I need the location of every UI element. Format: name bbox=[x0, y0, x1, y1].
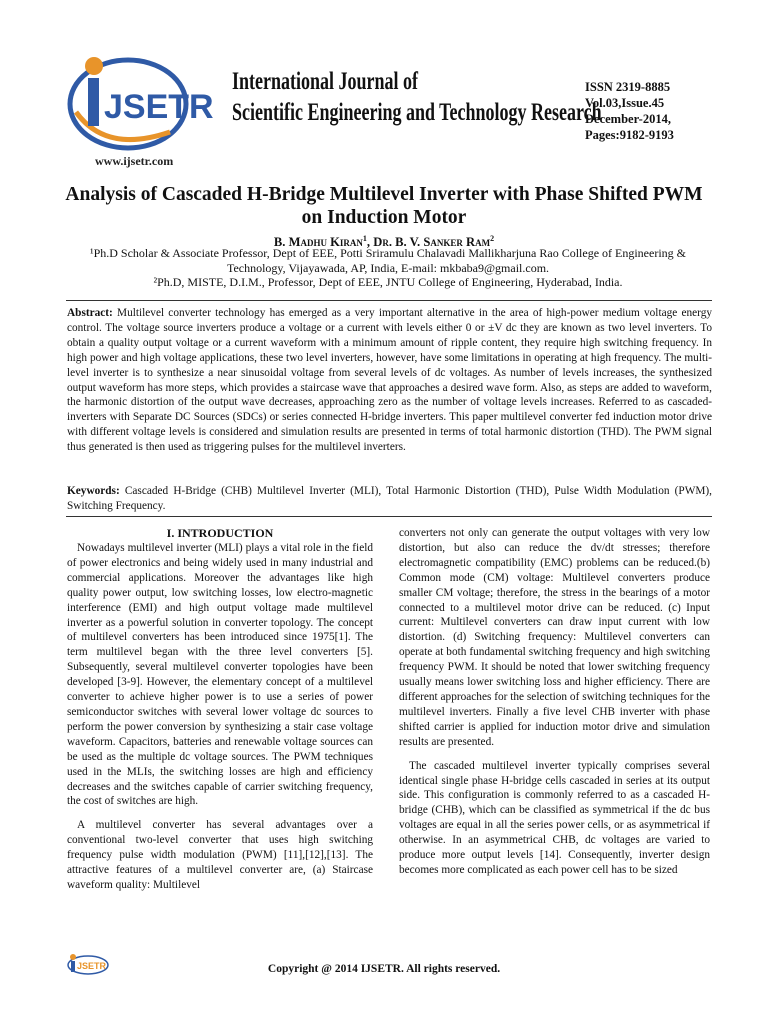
journal-header bbox=[66, 52, 706, 172]
abstract: Abstract: Multilevel converter technology has emerged as a very important alternative in the area of high-power medium voltage energy control. The voltage source inverters produce a voltage or a current with levels either 0 or ±V dc they are known as two level inverters. To obtain a quality output voltage or a current waveform with a minimum amount of ripple content, they require high switching frequency. In high power and high voltage applications, these two level inverters, however, have some limitations in operating at high frequency. The multi-level inverter is to synthesize a near sinusoidal voltage from several levels of dc voltages. As number of levels increases, the synthesized output waveform has more steps, which provides a staircase wave that approaches a desired wave form. Also, as steps are added to waveform, the harmonic distortion of the output wave decreases, approaching zero as the number of voltage levels increases. Referred to as cascaded-inverters with Separate DC Sources (SDCs) or series connected H-bridge inverters. This paper multilevel converter fed induction motor drive with different voltage levels is considered and simulation results are presented in terms of total harmonic distortion (THD). The PWM signal thus generated is then used as triggering pulses for the multilevel inverters. bbox=[67, 307, 712, 454]
divider-top bbox=[66, 300, 712, 301]
left-column bbox=[67, 526, 373, 902]
paragraph: converters not only can generate the output voltages with very low distortion, but also can reduce the dv/dt stresses; therefore electromagnetic compatibility (EMC) problems can be reduced.(b) Common mode (CM) voltage: Multilevel converters produce smaller CM voltage; therefore, the stress in the bearings of a motor connected to a multilevel motor drive can be reduced. (c) Input current: Multilevel converters can draw input current with low distortion. (d) Switching frequency: Multilevel converters can operate at both fundamental switching frequency and high switching frequency PWM. It should be noted that lower switching frequency usually means lower switching loss and higher efficiency. There are different approaches for the selection of switching techniques for the multilevel inverters. Finally a five level CHB inverter with phase shifted carrier is applied for induction motor drive and simulation results are presented. bbox=[399, 527, 710, 748]
journal-website: www.ijsetr.com bbox=[95, 154, 174, 168]
svg-text:JSETR: JSETR bbox=[104, 88, 214, 126]
paragraph: The cascaded multilevel inverter typically comprises several identical single phase H-bridge cells cascaded in series at its output side. This configuration is commonly referred to as a cascaded H-bridge (CHB), which can be classified as symmetrical if the dc bus voltages are equal in all the series power cells, or as asymmetrical if otherwise. In an asymmetrical CHB, dc voltages are varied to produce more output levels [14]. Consequently, inverter design becomes more complicated as each power cell has to be sized bbox=[399, 759, 710, 876]
affiliation-1: ¹Ph.D Scholar & Associate Professor, Dept of EEE, Potti Sriramulu Chalavadi Mallikharjuna Rao College of Engineering & Technology, Vijayawada, AP, India, E-mail: mkbaba9@gmail.com. bbox=[89, 246, 686, 275]
authors: B. Madhu Kiran$^1$, Dr. B. V. Sanker Ram$^2$ bbox=[273, 234, 495, 250]
issue-info bbox=[585, 79, 674, 143]
keywords: Keywords: Cascaded H-Bridge (CHB) Multilevel Inverter (MLI), Total Harmonic Distortion (THD), Pulse Width Modulation (PWM), Switching Frequency. bbox=[67, 485, 712, 512]
paragraph: Nowadays multilevel inverter (MLI) plays a vital role in the field of power electronics and being widely used in many industrial and commercial applications. Moreover the advantages like high quality power output, low switching losses, low electro-magnetic interference (EMI) and high output voltage made multilevel inverter as a powerful solution in converter topology. The concept of multilevel converters has been introduced since 1975[1]. The term multilevel began with the three level converters [5]. Subsequently, several multilevel converter topologies have been developed [3-9]. However, the elementary concept of a multilevel converter to achieve higher power is to use a series of power semiconductor switches with several lower voltage dc sources to perform the power conversion by synthesizing a stair case voltage waveform. Capacitors, batteries and renewable voltage sources can be used as the multiple dc voltage sources. The PWM techniques used in the MLIs, the switching losses are high and efficiency decreases and the switches capable of carrier switching frequency, the cost of switches are high. bbox=[67, 542, 373, 808]
page-range: Pages:9182-9193 bbox=[585, 128, 674, 142]
right-column bbox=[399, 526, 710, 887]
affiliation-2: ²Ph.D, MISTE, D.I.M., Professor, Dept of EEE, JNTU College of Engineering, Hyderabad, India. bbox=[153, 275, 623, 290]
issue-date: December-2014, bbox=[585, 112, 671, 126]
svg-text:JSETR: JSETR bbox=[77, 961, 107, 971]
journal-name: International Journal of Scientific Engineering and Technology Research bbox=[232, 68, 602, 126]
copyright: Copyright @ 2014 IJSETR. All rights reserved. bbox=[267, 963, 501, 975]
paper-title: Analysis of Cascaded H-Bridge Multilevel Inverter with Phase Shifted PWM on Induction Motor bbox=[65, 184, 703, 228]
volume: Vol.03,Issue.45 bbox=[585, 96, 665, 110]
section-heading-introduction: I. INTRODUCTION bbox=[166, 526, 274, 540]
affiliations bbox=[68, 246, 708, 290]
issn: ISSN 2319-8885 bbox=[585, 80, 671, 94]
paragraph: A multilevel converter has several advantages over a conventional two-level converter that uses high switching frequency pulse width modulation (PWM) [11],[12],[13]. The attractive features of a multilevel converter are, (a) Staircase waveform quality: Multilevel bbox=[67, 819, 373, 891]
ijsetr-logo bbox=[66, 52, 216, 156]
divider-bottom bbox=[66, 516, 712, 517]
